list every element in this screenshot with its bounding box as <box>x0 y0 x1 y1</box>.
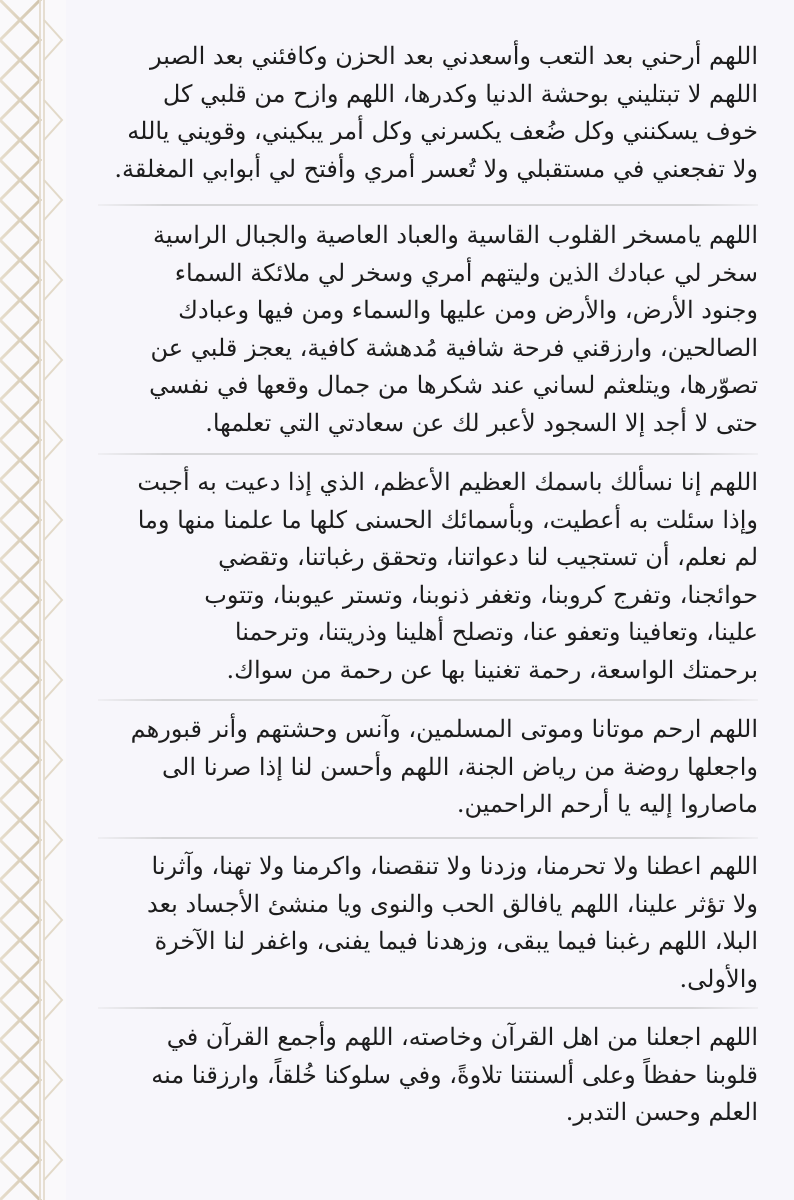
paragraph-divider <box>98 203 758 207</box>
text-line: ولا تفجعني في مستقبلي ولا تُعسر أمري وأفتح لي أبوابي المغلقة. <box>114 154 758 183</box>
text-line: والأولى. <box>679 964 758 993</box>
text-line: خوف يسكنني وكل ضُعف يكسرني وكل أمر يبكيني، وقويني يالله <box>127 117 758 145</box>
text-line: اللهم لا تبتليني بوحشة الدنيا وكدرها، اللهم وازح من قلبي كل <box>162 79 758 108</box>
paragraph-divider <box>98 452 758 456</box>
text-line: اللهم اعطنا ولا تحرمنا، وزدنا ولا تنقصنا، واكرمنا ولا تهنا، وآثرنا <box>151 852 758 880</box>
text-line: حتى لا أجد إلا السجود لأعبر لك عن سعادتي التي تعلمها. <box>205 408 758 437</box>
text-line: واجعلها روضة من رياض الجنة، اللهم وأحسن لنا إذا صرنا الى <box>162 752 758 781</box>
text-line: قلوبنا حفظاً وعلى ألسنتنا تلاوةً، وفي سلوكنا خُلقاً، وارزقنا منه <box>151 1060 758 1089</box>
prayer-paragraph-1 <box>98 38 758 188</box>
text-line: سخر لي عبادك الذين وليتهم أمري وسخر لي ملائكة السماء <box>174 258 758 287</box>
paragraph-divider <box>98 1006 758 1010</box>
text-line: وجنود الأرض، والأرض ومن عليها والسماء ومن فيها وعبادك <box>178 296 758 324</box>
prayer-paragraph-6 <box>98 1019 758 1132</box>
text-line: ماصاروا إليه يا أرحم الراحمين. <box>456 790 758 818</box>
prayer-paragraph-2 <box>98 217 758 442</box>
text-line: اللهم يامسخر القلوب القاسية والعباد العاصية والجبال الراسية <box>153 221 758 249</box>
text-line: حوائجنا، وتفرج كروبنا، وتغفر ذنوبنا، وتستر عيوبنا، وتتوب <box>204 580 758 609</box>
paragraph-divider <box>98 698 758 702</box>
text-line: برحمتك الواسعة، رحمة تغنينا بها عن رحمة من سواك. <box>226 655 758 684</box>
text-line: ولا تؤثر علينا، اللهم يافالق الحب والنوى ويا منشئ الأجساد بعد <box>146 889 758 918</box>
prayer-paragraph-3 <box>98 464 758 689</box>
text-line: البلا، اللهم رغبنا فيما يبقى، وزهدنا فيما يفنى، واغفر لنا الآخرة <box>154 927 758 955</box>
text-line: وإذا سئلت به أعطيت، وبأسمائك الحسنى كلها ما علمنا منها وما <box>137 505 758 534</box>
prayer-text-column <box>98 38 758 1168</box>
prayer-paragraph-5 <box>98 848 758 998</box>
text-line: الصالحين، وارزقني فرحة شافية مُدهشة كافية، يعجز قلبي عن <box>150 333 758 362</box>
text-line: علينا، وتعافينا وتعفو عنا، وتصلح أهلينا وذريتنا، وترحمنا <box>234 618 758 646</box>
prayer-paragraph-4 <box>98 711 758 824</box>
decorative-border <box>0 0 66 1200</box>
paragraph-divider <box>98 836 758 840</box>
text-line: اللهم اجعلنا من اهل القرآن وخاصته، اللهم وأجمع القرآن في <box>166 1023 758 1051</box>
text-line: تصوّرها، ويتلعثم لساني عند شكرها من جمال وقعها في نفسي <box>149 371 758 399</box>
lattice-ornament <box>0 0 66 1200</box>
text-line: اللهم ارحم موتانا وموتى المسلمين، وآنس وحشتهم وأنر قبورهم <box>130 715 758 743</box>
text-line: اللهم أرحني بعد التعب وأسعدني بعد الحزن وكافئني بعد الصبر <box>149 42 758 70</box>
text-line: العلم وحسن التدبر. <box>565 1098 758 1126</box>
text-line: لم نعلم، أن تستجيب لنا دعواتنا، وتحقق رغباتنا، وتقضي <box>218 543 758 571</box>
text-line: اللهم إنا نسألك باسمك العظيم الأعظم، الذي إذا دعيت به أجبت <box>137 468 758 496</box>
